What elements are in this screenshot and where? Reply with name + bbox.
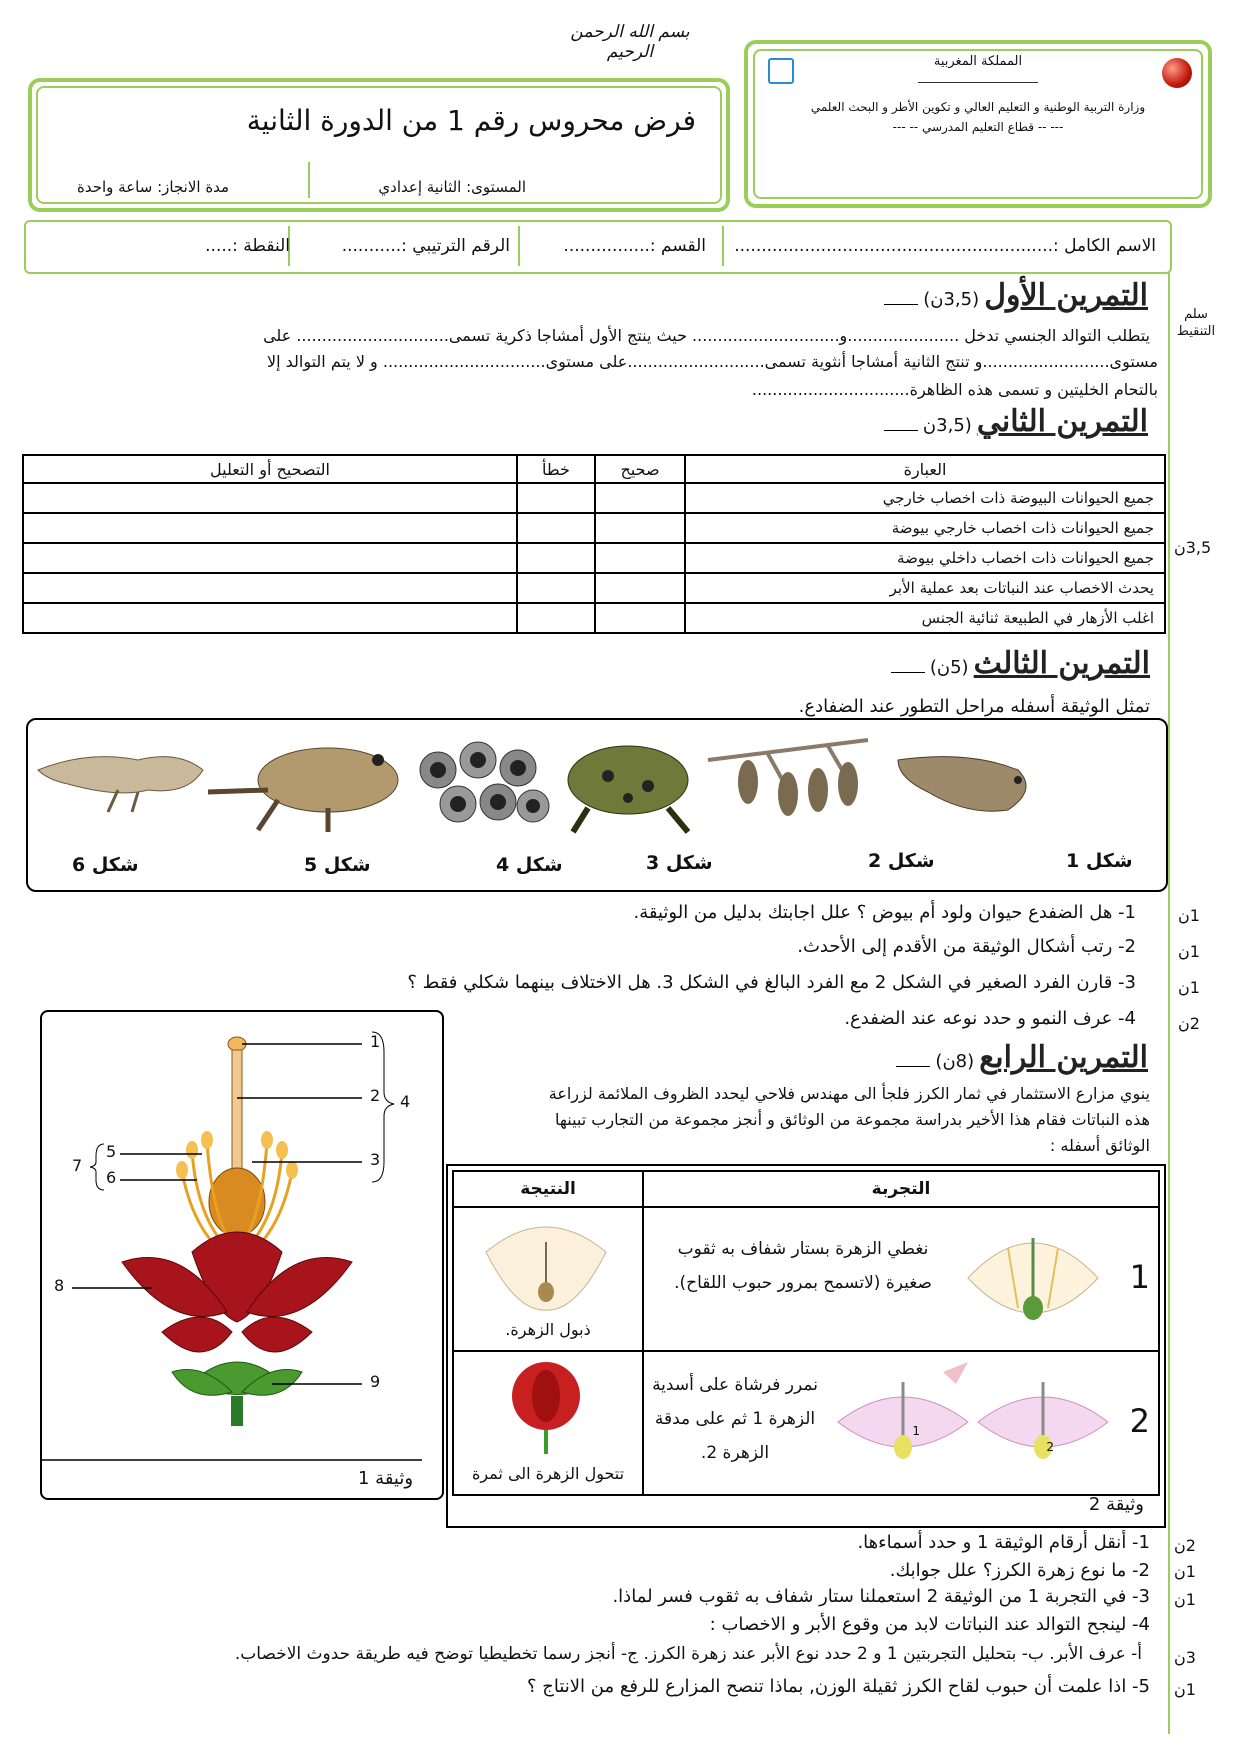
ex2-side-points: 3,5ن: [1174, 538, 1212, 557]
grading-margin-line: [1168, 272, 1170, 1734]
table-row: [453, 1351, 1159, 1495]
doc1-label-1: 1: [370, 1032, 381, 1051]
ministry-label: وزارة التربية الوطنية و التعليم العالي و تكوين الأطر و البحث العلمي: [810, 100, 1146, 114]
ex3-question-3-points: 1ن: [1178, 978, 1200, 997]
exp1-description: نغطي الزهرة بستار شفاف به ثقوب صغيرة (لاتسمح بمرور حبوب اللقاح).: [674, 1239, 932, 1293]
th-statement: العبارة: [685, 455, 1165, 483]
ex2-points: (3,5ن: [922, 415, 972, 436]
fruit-image: [496, 1356, 596, 1456]
correction-cell[interactable]: [23, 603, 517, 633]
shape-label-1: شكل 1: [1066, 850, 1133, 872]
ex3-question-1-points: 1ن: [1178, 906, 1200, 925]
true-cell[interactable]: [595, 543, 685, 573]
doc1-label-3: 3: [370, 1150, 381, 1169]
ex4-title: التمرين الرابع: [979, 1040, 1148, 1075]
level-label: المستوى:: [466, 178, 526, 196]
froglet-image: [208, 748, 398, 832]
ex3-heading: [891, 646, 1150, 681]
true-cell[interactable]: [595, 513, 685, 543]
ex4-question-1-points: 2ن: [1174, 1536, 1196, 1555]
tadpole-image: [898, 757, 1026, 812]
level-value: الثانية إعدادي: [378, 178, 462, 196]
true-cell[interactable]: [595, 483, 685, 513]
ex3-intro: تمثل الوثيقة أسفله مراحل التطور عند الضفادع.: [798, 696, 1150, 717]
ex4-question-2: 2- ما نوع زهرة الكرز؟ علل جوابك.: [889, 1560, 1150, 1581]
experiments-document: [446, 1164, 1166, 1528]
statement-cell: اغلب الأزهار في الطبيعة ثنائية الجنس: [685, 603, 1165, 633]
ex4-question-4-parts: أ- عرف الأبر. ب- بتحليل التجربتين 1 و 2 حدد نوع الأبر عند زهرة الكرز. ج- أنجز رسما تخطيطيا توضح فيه طريقة حدوث الاخصاب.: [234, 1644, 1142, 1664]
doc1-label-4: 4: [400, 1092, 411, 1111]
shape-label-4: شكل 4: [496, 854, 563, 876]
exam-title-box: [28, 78, 730, 212]
ex1-line2: مستوى.........................و تنتج الثانية أمشاجا أنثوية تسمى...........................على مستوى................................ و لا يتم التوالد إلا: [266, 352, 1158, 371]
flower-number-2: 1: [912, 1424, 920, 1438]
false-cell[interactable]: [517, 573, 595, 603]
doc1-label-2: 2: [370, 1086, 381, 1105]
ex1-line3: بالتحام الخليتين و تسمى هذه الظاهرة...............................: [751, 380, 1158, 399]
doc1-label-7: 7: [72, 1156, 83, 1175]
ex4-points: (8ن): [935, 1051, 975, 1072]
ex3-question-4: 4- عرف النمو و حدد نوعه عند الضفدع.: [844, 1008, 1136, 1029]
doc1-label-8: 8: [54, 1276, 65, 1295]
grading-scale-label: سلم التنقيط: [1176, 307, 1216, 339]
correction-cell[interactable]: [23, 543, 517, 573]
flower-number-1: 2: [1046, 1440, 1054, 1454]
level: [378, 178, 526, 196]
th-false: خطأ: [517, 455, 595, 483]
duration-value: ساعة واحدة: [77, 178, 153, 196]
grade-field[interactable]: النقطة :.....: [205, 236, 290, 256]
adult-frog-image: [568, 746, 688, 832]
statement-cell: جميع الحيوانات ذات اخصاب داخلي بيوضة: [685, 543, 1165, 573]
pollination-flowers-image: [828, 1362, 1118, 1482]
table-row: [23, 513, 1165, 543]
ex4-question-5: 5- اذا علمت أن حبوب لقاح الكرز ثقيلة الوزن, بماذا تنصح المزارع للرفع من الانتاج ؟: [526, 1676, 1150, 1697]
kingdom-label: المملكة المغربية: [933, 54, 1023, 69]
covered-flower-image: [958, 1218, 1108, 1338]
th-correction: التصحيح أو التعليل: [23, 455, 517, 483]
ex3-question-3: 3- قارن الفرد الصغير في الشكل 2 مع الفرد البالغ في الشكل 3. هل الاختلاف بينهما شكلي فقط ؟: [407, 972, 1136, 993]
exp2-number: 2: [1129, 1402, 1150, 1440]
ex3-question-1: 1- هل الضفدع حيوان ولود أم بيوض ؟ علل اجابتك بدليل من الوثيقة.: [633, 902, 1136, 923]
tadpole-with-legs-image: [38, 757, 203, 812]
student-info-box: [24, 220, 1172, 274]
exp1-number: 1: [1129, 1258, 1150, 1296]
doc1-label-5: 5: [106, 1142, 117, 1161]
table-row: [23, 543, 1165, 573]
ex4-intro-3: الوثائق أسفله :: [1049, 1136, 1150, 1155]
ex4-intro-2: هذه النباتات فقام هذا الأخير بدراسة مجموعة من الوثائق و أنجز مجموعة من التجارب تبينها: [555, 1110, 1150, 1129]
statement-cell: جميع الحيوانات البيوضة ذات اخصاب خارجي: [685, 483, 1165, 513]
wilted-flower-image: [476, 1212, 616, 1312]
flower-diagram-document: [40, 1010, 444, 1500]
ex4-question-3-points: 1ن: [1174, 1590, 1196, 1609]
exam-title: فرض محروس رقم 1 من الدورة الثانية: [246, 104, 696, 137]
sector-label: --- -- قطاع التعليم المدرسي -- ---: [892, 120, 1064, 134]
basmala: بسم الله الرحمن الرحيم: [570, 22, 690, 62]
correction-cell[interactable]: [23, 483, 517, 513]
student-name-field[interactable]: الاسم الكامل :...........................................................: [734, 236, 1156, 256]
doc1-label-6: 6: [106, 1168, 117, 1187]
true-false-table: [22, 454, 1166, 634]
experiments-table: [452, 1170, 1160, 1496]
ex1-points: (3,5ن): [923, 289, 980, 310]
correction-cell[interactable]: [23, 573, 517, 603]
statement-cell: يحدث الاخصاب عند النباتات بعد عملية الأبر: [685, 573, 1165, 603]
doc1-label-9: 9: [370, 1372, 381, 1391]
frog-stages-document: [26, 718, 1168, 892]
th-experiment: التجربة: [643, 1171, 1159, 1207]
doc1-caption: وثيقة 1: [358, 1468, 414, 1489]
ex2-heading: [884, 404, 1148, 439]
shape-label-5: شكل 5: [304, 854, 371, 876]
flower-stem-image: [231, 1396, 243, 1426]
table-row: [23, 483, 1165, 513]
exp1-result: ذبول الزهرة.: [505, 1320, 591, 1339]
ex4-question-4: 4- لينجح التوالد عند النباتات لابد من وقوع الأبر و الاخصاب :: [709, 1614, 1150, 1635]
exp2-result: تتحول الزهرة الى ثمرة: [471, 1464, 625, 1483]
ex3-points: (5ن): [929, 657, 969, 678]
red-ball-icon: [1162, 58, 1192, 88]
tadpoles-on-branch-image: [708, 740, 868, 816]
table-row: [23, 573, 1165, 603]
ex2-title: التمرين الثاني: [976, 404, 1148, 439]
duration-label: مدة الانجاز:: [157, 178, 230, 196]
false-cell[interactable]: [517, 483, 595, 513]
shape-label-6: شكل 6: [72, 854, 139, 876]
false-cell[interactable]: [517, 543, 595, 573]
doc2-caption: وثيقة 2: [1088, 1494, 1144, 1515]
ex3-question-2-points: 1ن: [1178, 942, 1200, 961]
ex1-title: التمرين الأول: [984, 278, 1148, 313]
ex4-question-1: 1- أنقل أرقام الوثيقة 1 و حدد أسماءها.: [857, 1532, 1150, 1553]
flower-sepals-image: [172, 1362, 302, 1395]
ex3-question-4-points: 2ن: [1178, 1014, 1200, 1033]
exp2-description: نمرر فرشاة على أسدية الزهرة 1 ثم على مدقة الزهرة 2.: [652, 1375, 818, 1463]
class-field[interactable]: القسم :................: [563, 236, 706, 256]
ex1-heading: [884, 278, 1148, 313]
ex4-question-4-points: 3ن: [1174, 1648, 1196, 1667]
ex1-line1: يتطلب التوالد الجنسي تدخل ......................و............................. حيث ينتج الأول أمشاجا ذكرية تسمى.............................. على: [263, 326, 1150, 345]
statement-cell: جميع الحيوانات ذات اخصاب خارجي بيوضة: [685, 513, 1165, 543]
logo-icon: [768, 58, 794, 84]
ex3-question-2: 2- رتب أشكال الوثيقة من الأقدم إلى الأحدث.: [797, 936, 1136, 957]
ex4-heading: [896, 1040, 1148, 1075]
correction-cell[interactable]: [23, 513, 517, 543]
ex3-title: التمرين الثالث: [973, 646, 1150, 681]
true-cell[interactable]: [595, 573, 685, 603]
institution-box: [744, 40, 1212, 208]
true-cell[interactable]: [595, 603, 685, 633]
shape-label-2: شكل 2: [868, 850, 935, 872]
ex4-question-2-points: 1ن: [1174, 1562, 1196, 1581]
ex4-intro-1: ينوي مزارع الاستثمار في ثمار الكرز فلجأ الى مهندس فلاحي ليحدد الظروف الملائمة لزراعة: [548, 1084, 1150, 1103]
shape-label-3: شكل 3: [646, 852, 713, 874]
frog-eggs-image: [420, 742, 549, 822]
ex4-question-3: 3- في التجربة 1 من الوثيقة 2 استعملنا ستار شفاف به ثقوب فسر لماذا.: [612, 1586, 1150, 1607]
th-true: صحيح: [595, 455, 685, 483]
false-cell[interactable]: [517, 513, 595, 543]
student-number-field[interactable]: الرقم الترتيبي :...........: [341, 236, 510, 256]
flower-petals-image: [122, 1232, 352, 1352]
table-row: [23, 603, 1165, 633]
table-row: [453, 1207, 1159, 1351]
false-cell[interactable]: [517, 603, 595, 633]
duration: [77, 178, 229, 196]
th-result: النتيجة: [453, 1171, 643, 1207]
ex4-question-5-points: 1ن: [1174, 1680, 1196, 1699]
